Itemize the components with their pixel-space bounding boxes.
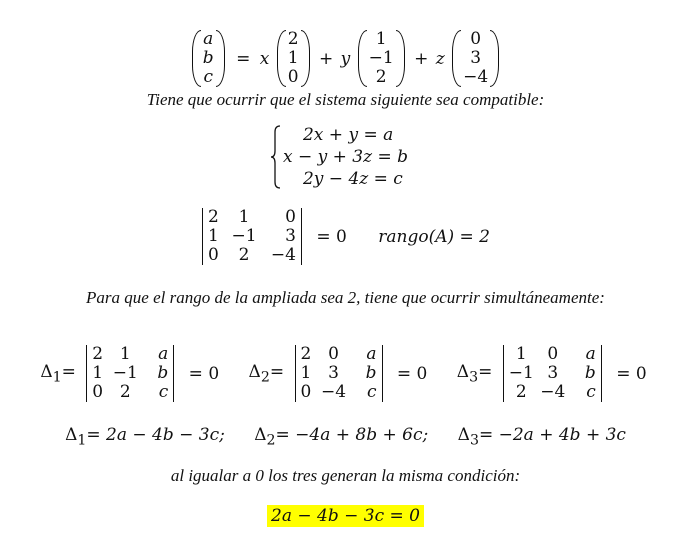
vector-1: 2 1 0	[277, 30, 310, 87]
text-compatible: Tiene que ocurrir que el sistema siguiente sea compatible:	[146, 90, 545, 109]
vector-3: 0 3 −4	[452, 30, 499, 87]
result-2: $\Delta_2= -4a + 8b + 6c$;	[254, 425, 429, 449]
left-brace	[271, 124, 281, 190]
det-a-equation: 2 1 0 1 −1 2 0 3 −4 = 0 rango(A) = 2	[0, 208, 691, 265]
final-condition	[0, 506, 691, 526]
vector-abc: a b c	[192, 30, 225, 87]
vector-2: 1 −1 2	[358, 30, 405, 87]
system-row-1: 2x + y = a	[302, 125, 394, 145]
delta-determinants	[0, 345, 691, 402]
system-row-3: 2y − 4z = c	[302, 169, 403, 189]
vector-equation: a b c = x 2 1 0 + y 1 −1 2 + z 0 3 −4	[0, 30, 691, 87]
result-1: $\Delta_1= 2a - 4b - 3c$;	[65, 425, 225, 449]
rank-statement: rango(A) = 2	[378, 226, 491, 247]
equation-system	[0, 124, 691, 195]
text-condition: al igualar a 0 los tres generan la misma condición:	[170, 466, 521, 485]
system-row-2: x − y + 3z = b	[282, 147, 408, 167]
delta-2: $\Delta_2=$ 2 1 0 0 3 −4 a b c = 0	[248, 344, 428, 402]
text-ampliada: Para que el rango de la ampliada sea 2, tiene que ocurrir simultáneamente:	[86, 288, 605, 307]
det-a: 2 1 0 1 −1 2 0 3 −4	[199, 208, 305, 265]
highlighted-result: 2a − 4b − 3c = 0	[267, 505, 424, 527]
delta-results	[0, 425, 691, 448]
result-3: $\Delta_3= -2a + 4b + 3c$	[457, 425, 626, 449]
delta-1: $\Delta_1=$ 2 1 0 1 −1 2 a b c = 0	[40, 344, 220, 402]
delta-3: $\Delta_3=$ 1 −1 2 0 3 −4 a b c = 0	[456, 344, 647, 402]
